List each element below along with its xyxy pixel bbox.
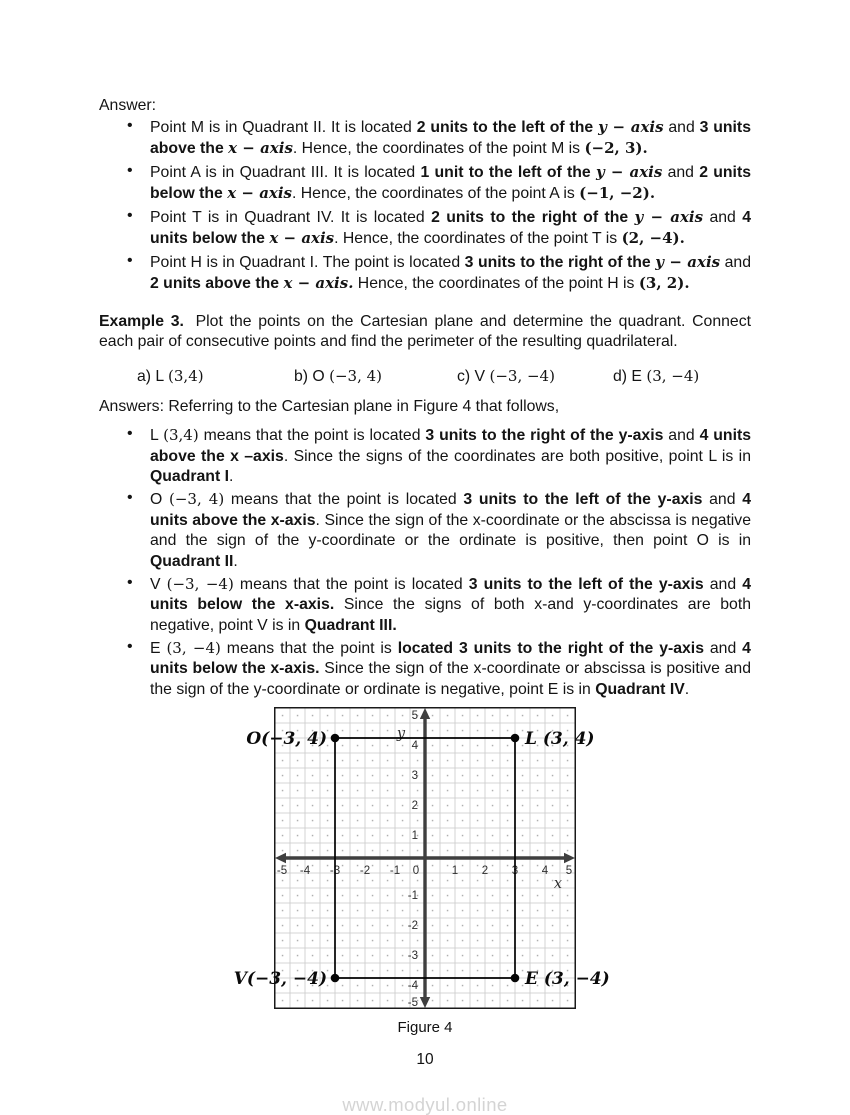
svg-text:5: 5 bbox=[412, 710, 418, 722]
point-options-row bbox=[99, 366, 751, 387]
option-c-label: c) V bbox=[457, 368, 489, 385]
figure-4 bbox=[257, 702, 593, 1039]
svg-text:3: 3 bbox=[412, 770, 418, 782]
answer-bullet-point-m: • Point M is in Quadrant II. It is located 2 units to the left of the y − axis and 3 units above the x − axis. Hence, the coordinates of the point M is (−2, 3). bbox=[150, 117, 751, 160]
cartesian-plane bbox=[257, 703, 593, 1015]
option-d-label: d) E bbox=[613, 368, 646, 385]
svg-text:-1: -1 bbox=[408, 890, 418, 902]
svg-text:-2: -2 bbox=[408, 920, 418, 932]
svg-text:-1: -1 bbox=[390, 865, 400, 877]
option-d bbox=[613, 366, 699, 388]
svg-text:4: 4 bbox=[412, 740, 419, 752]
answer-bullet-point-t: • Point T is in Quadrant IV. It is located 2 units to the right of the y − axis and 4 units below the x − axis. Hence, the coordinates of the point T is (2, −4). bbox=[150, 207, 751, 250]
answer-bullet-point-a: • Point A is in Quadrant III. It is located 1 unit to the left of the y − axis and 2 units below the x − axis. Hence, the coordinates of the point A is (−1, −2). bbox=[150, 162, 751, 205]
answer-heading: Answer: bbox=[99, 96, 751, 117]
svg-text:-3: -3 bbox=[408, 950, 418, 962]
svg-text:-4: -4 bbox=[300, 865, 311, 877]
svg-text:-5: -5 bbox=[277, 865, 287, 877]
svg-text:y: y bbox=[396, 726, 406, 742]
svg-text:2: 2 bbox=[482, 865, 488, 877]
option-a bbox=[137, 366, 204, 388]
answer-bullet-point-e: • E (3, −4) means that the point is located 3 units to the right of the y-axis and 4 units below the x-axis. Since the sign of the x-coordinate or abscissa is positive and the sign of the y-coordinate or ordinate is negative, point E is in Quadrant IV. bbox=[150, 638, 751, 701]
option-a-coords: (3,4) bbox=[168, 367, 204, 385]
svg-text:0: 0 bbox=[413, 865, 419, 877]
svg-text:O(−3, 4): O(−3, 4) bbox=[246, 728, 327, 748]
svg-text:4: 4 bbox=[542, 865, 549, 877]
option-b-coords: (−3, 4) bbox=[329, 367, 382, 385]
example-3-intro: Plot the points on the Cartesian plane and determine the quadrant. Connect each pair of consecutive points and find the perimeter of the resulting quadrilateral. bbox=[99, 313, 751, 351]
answer-bullet-point-v: • V (−3, −4) means that the point is located 3 units to the left of the y-axis and 4 units below the x-axis. Since the signs of both x-and y-coordinates are both negative, point V is in Quadrant III. bbox=[150, 574, 751, 637]
svg-text:-3: -3 bbox=[330, 865, 340, 877]
option-b bbox=[294, 366, 382, 388]
svg-text:L (3, 4): L (3, 4) bbox=[524, 728, 594, 748]
option-b-label: b) O bbox=[294, 368, 329, 385]
page-number: 10 bbox=[0, 1050, 850, 1071]
svg-text:-5: -5 bbox=[408, 997, 418, 1009]
answer-bullet-list bbox=[99, 117, 751, 295]
svg-text:x: x bbox=[554, 876, 562, 892]
svg-text:-2: -2 bbox=[360, 865, 370, 877]
page-content bbox=[99, 0, 751, 1038]
watermark: www.modyul.online bbox=[0, 1095, 850, 1115]
option-a-label: a) L bbox=[137, 368, 168, 385]
example-answer-bullet-list bbox=[99, 425, 751, 700]
answer-bullet-point-o: • O (−3, 4) means that the point is located 3 units to the left of the y-axis and 4 units above the x-axis. Since the sign of the x-coordinate or the abscissa is negative and the sign of the y-coordinate or the ordinate is positive, then point O is in Quadrant II. bbox=[150, 489, 751, 572]
svg-text:1: 1 bbox=[412, 830, 418, 842]
svg-text:3: 3 bbox=[512, 865, 518, 877]
svg-text:1: 1 bbox=[452, 865, 458, 877]
figure-caption: Figure 4 bbox=[257, 1018, 593, 1039]
example-3-paragraph bbox=[99, 312, 751, 353]
example-3-label: Example 3. bbox=[99, 313, 189, 330]
answer-bullet-point-l: • L (3,4) means that the point is located 3 units to the right of the y-axis and 4 units above the x –axis. Since the signs of the coordinates are both positive, point L is in Quadrant I. bbox=[150, 425, 751, 488]
svg-text:2: 2 bbox=[412, 800, 418, 812]
svg-text:E (3, −4): E (3, −4) bbox=[524, 968, 610, 988]
svg-text:V(−3, −4): V(−3, −4) bbox=[234, 968, 327, 988]
answers-intro: Answers: Referring to the Cartesian plane in Figure 4 that follows, bbox=[99, 397, 751, 418]
option-c-coords: (−3, −4) bbox=[489, 367, 554, 385]
svg-text:5: 5 bbox=[566, 865, 572, 877]
option-d-coords: (3, −4) bbox=[646, 367, 699, 385]
svg-text:-4: -4 bbox=[408, 980, 419, 992]
answer-bullet-point-h: • Point H is in Quadrant I. The point is located 3 units to the right of the y − axis and 2 units above the x − axis. Hence, the coordinates of the point H is (3, 2). bbox=[150, 252, 751, 295]
option-c bbox=[457, 366, 555, 388]
